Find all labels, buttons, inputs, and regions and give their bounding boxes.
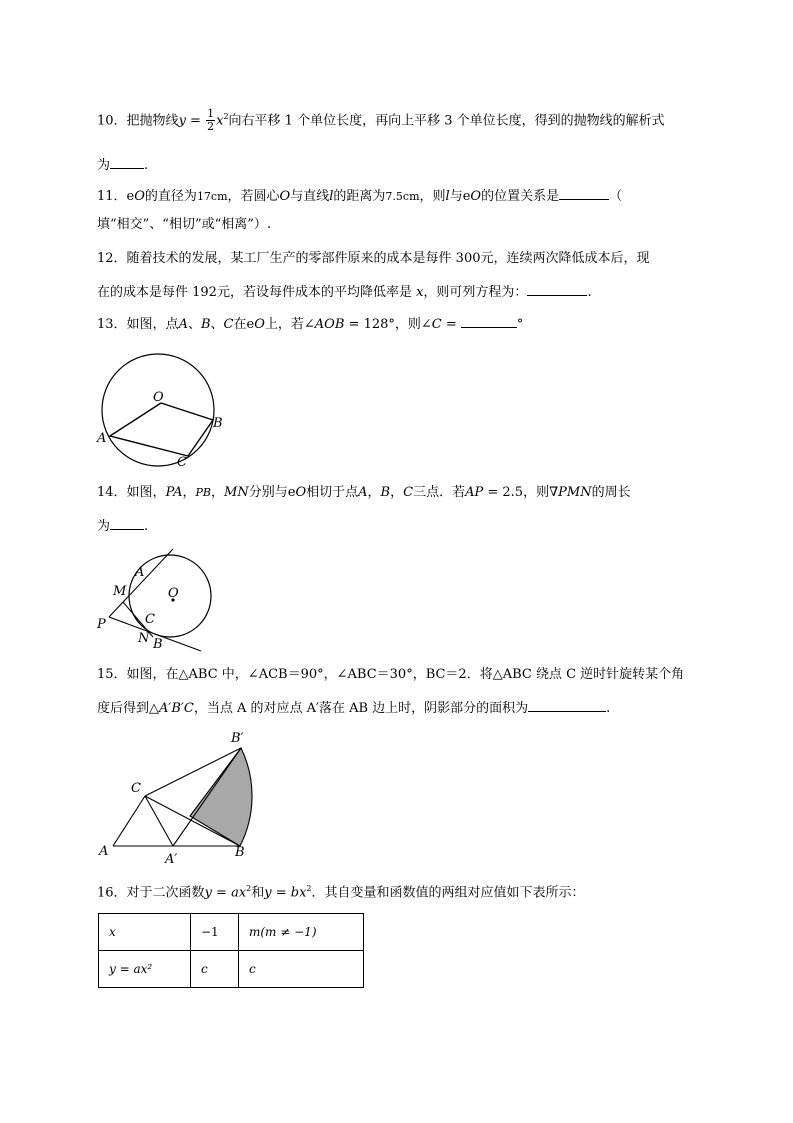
q14-label-P: P [97,617,106,632]
q11-number: 11． [97,189,127,204]
q10-answer-blank[interactable] [110,155,144,169]
q14-label-N: N [138,631,150,646]
q14-line1: 14．如图，PA，PB，MN分别与eO相切于点A，B，C三点．若AP = 2.5，则∇PMN的周长 [97,485,631,500]
table-cell: x [99,914,191,951]
q13-circle [102,354,214,466]
table-row [99,914,364,951]
q13-label-B: B [213,416,223,431]
table-cell: c [191,951,239,988]
q15-shaded-region [190,748,252,846]
q14-label-M: M [113,584,127,599]
q14-line2: 为 . [97,516,148,536]
q13-figure [93,350,223,472]
q13-number: 13． [97,317,127,332]
table-row [99,951,364,988]
q10-line2: 为 . [97,155,148,175]
q16-values-table [98,913,364,988]
q14-tangent-PA [109,549,173,617]
q15-line2: 度后得到△A′B′C，当点 A 的对应点 A′落在 AB 边上时，阴影部分的面积为 . [97,698,610,718]
table-cell: −1 [191,914,239,951]
q13-line1: 13．如图，点A、B、C在eO上，若∠AOB = 128°，则∠C = ° [97,314,523,334]
q12-answer-blank[interactable] [527,282,587,296]
q15-label-B1: B′ [231,731,244,746]
q16-number: 16． [97,885,127,901]
q11-answer-blank[interactable] [559,186,609,200]
q15-label-C: C [131,781,141,796]
q10-fraction: $\frac{1}{2}$ [207,107,215,134]
q12-line1: 12．随着技术的发展，某工厂生产的零部件原来的成本是每件 300元，连续两次降低成本后，现 [97,251,650,266]
q10-line1: 10．把抛物线y = $\frac{1}{2}$ $x^2$向右平移 1 个单位长度，再向上平移 3 个单位长度，得到的抛物线的解析式 [97,107,665,134]
q15-line1: 15．如图，在△ABC 中，∠ACB＝90°，∠ABC＝30°，BC＝2．将△ABC 绕点 C 逆时针旋转某个角 [97,667,685,682]
q15-label-A: A [99,844,109,859]
q15-label-A1: A′ [165,852,178,867]
q12-line2: 在的成本是每件 192元，若设每件成本的平均降低率是 x，则可列方程为： . [97,282,592,302]
q11-line2: 填“相交”、“相切”或“相离”）. [97,217,272,232]
q11-line1: 11．eO的直径为17cm，若圆心O与直线l的距离为7.5cm，则l与eO的位置关系是 （ [97,186,622,206]
q14-label-C: C [145,612,155,627]
table-cell: c [239,951,364,988]
q15-figure [95,728,265,870]
q15-number: 15． [97,667,127,682]
q14-label-O: O [168,586,179,601]
q13-label-O: O [153,390,164,405]
q16-line1: 16．对于二次函数$y = ax^2$和$y = bx^2$．其自变量和函数值的两组对应值如下表所示： [97,884,585,901]
q14-label-B: B [153,637,163,652]
q10-number: 10． [97,113,127,129]
q13-label-C: C [177,455,187,470]
table-cell: y = ax² [99,951,191,988]
q14-answer-blank[interactable] [110,516,144,530]
q15-answer-blank[interactable] [528,698,606,712]
q14-number: 14． [97,485,127,500]
q13-quadrilateral [110,403,213,456]
q15-label-B: B [235,845,245,860]
q14-figure [93,545,213,655]
q12-number: 12． [97,251,127,266]
q14-label-A: A [135,565,145,580]
q13-label-A: A [97,431,107,446]
table-cell: m(m ≠ −1) [239,914,364,951]
q13-answer-blank[interactable] [461,314,517,328]
q15-side-CA [113,796,145,846]
